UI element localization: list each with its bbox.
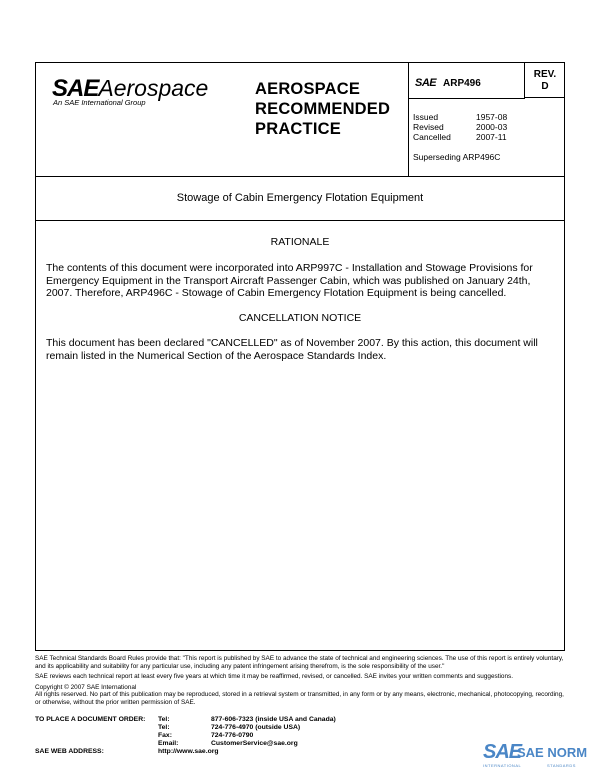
document-number: ARP496 bbox=[443, 78, 481, 89]
date-label: Issued bbox=[413, 112, 439, 122]
logo-subtitle: An SAE International Group bbox=[53, 98, 146, 107]
rationale-heading: RATIONALE bbox=[270, 236, 330, 248]
contact-value: 877-606-7323 (inside USA and Canada) bbox=[211, 716, 336, 723]
date-row-revised bbox=[413, 122, 507, 132]
contact-type: Tel: bbox=[158, 716, 170, 723]
date-value: 1957-08 bbox=[476, 112, 508, 122]
sae-aerospace-logo bbox=[36, 63, 246, 176]
date-value: 2000-03 bbox=[476, 122, 508, 132]
sae-small-logo: SAE bbox=[415, 77, 437, 89]
document-frame bbox=[35, 62, 565, 651]
revision-box bbox=[524, 63, 565, 98]
cancellation-text: This document has been declared "CANCELLED" as of November 2007. By this action, this document will remain listed in the Numerical Section of the Aerospace Standards Index. bbox=[46, 337, 538, 362]
date-label: Cancelled bbox=[413, 132, 451, 142]
sae-norm-watermark bbox=[483, 741, 593, 771]
web-address-link[interactable]: http://www.sae.org bbox=[158, 748, 219, 755]
web-address-label: SAE WEB ADDRESS: bbox=[35, 748, 104, 755]
footer-rights-text: All rights reserved. No part of this publication may be reproduced, stored in a retrieval system or transmitted, in any form or by any means, electronic, mechanical, photocopying, recording, or otherwise, without the prior written permission of SAE. bbox=[35, 691, 564, 706]
watermark-sae-logo: SAE bbox=[483, 741, 522, 763]
contact-type: Tel: bbox=[158, 724, 170, 731]
date-value: 2007-11 bbox=[476, 132, 507, 142]
title-line-2: RECOMMENDED bbox=[255, 100, 391, 118]
contact-value: 724-776-4970 (outside USA) bbox=[211, 724, 301, 731]
order-label: TO PLACE A DOCUMENT ORDER: bbox=[35, 716, 146, 723]
title-line-1: AEROSPACE bbox=[255, 80, 361, 98]
footer-copyright: Copyright © 2007 SAE International bbox=[35, 683, 137, 691]
contact-value: 724-776-0790 bbox=[211, 732, 254, 739]
document-dates bbox=[413, 112, 507, 142]
doc-number-box bbox=[409, 63, 525, 99]
document-info-cell bbox=[408, 63, 525, 176]
date-row-issued bbox=[413, 112, 507, 122]
date-label: Revised bbox=[413, 122, 444, 132]
watermark-sub-left: INTERNATIONAL bbox=[483, 763, 522, 768]
rationale-text: The contents of this document were incorporated into ARP997C - Installation and Stowage Provisions for Emergency Equipment in the Transport Aircraft Passenger Cabin, which was published on January 24th, 2007. Therefore, ARP496C - Stowage of Cabin Emergency Flotation Equipment is being cancelled. bbox=[46, 262, 533, 299]
superseding-note: Superseding ARP496C bbox=[413, 152, 501, 162]
document-type-title bbox=[255, 79, 405, 139]
contact-type: Email: bbox=[158, 740, 179, 747]
revision-value: D bbox=[541, 81, 549, 92]
document-subject: Stowage of Cabin Emergency Flotation Equipment bbox=[36, 176, 564, 221]
cancellation-heading: CANCELLATION NOTICE bbox=[238, 312, 362, 324]
logo-aerospace-text: Aerospace bbox=[98, 75, 209, 101]
logo-sae-text: SAE bbox=[52, 75, 99, 102]
contact-email[interactable]: CustomerService@sae.org bbox=[211, 740, 298, 747]
watermark-sub-right: STANDARDS bbox=[547, 763, 576, 768]
footer-rules-text: SAE Technical Standards Board Rules provide that: "This report is published by SAE to advance the state of technical and engineering sciences. The use of this report is entirely voluntary, and its applicability and suitability for any particular use, including any patent infringement arising therefrom, is the sole responsibility of the user." bbox=[35, 655, 564, 670]
contact-type: Fax: bbox=[158, 732, 172, 739]
footer-review-text: SAE reviews each technical report at least every five years at which time it may be reaffirmed, revised, or cancelled. SAE invites your written comments and suggestions. bbox=[35, 673, 513, 681]
revision-label: REV. bbox=[533, 69, 557, 80]
document-header bbox=[36, 63, 564, 177]
date-row-cancelled bbox=[413, 132, 507, 142]
legal-footer bbox=[35, 655, 570, 707]
title-line-3: PRACTICE bbox=[255, 120, 341, 138]
watermark-norm-text: SAE NORM bbox=[517, 745, 588, 760]
